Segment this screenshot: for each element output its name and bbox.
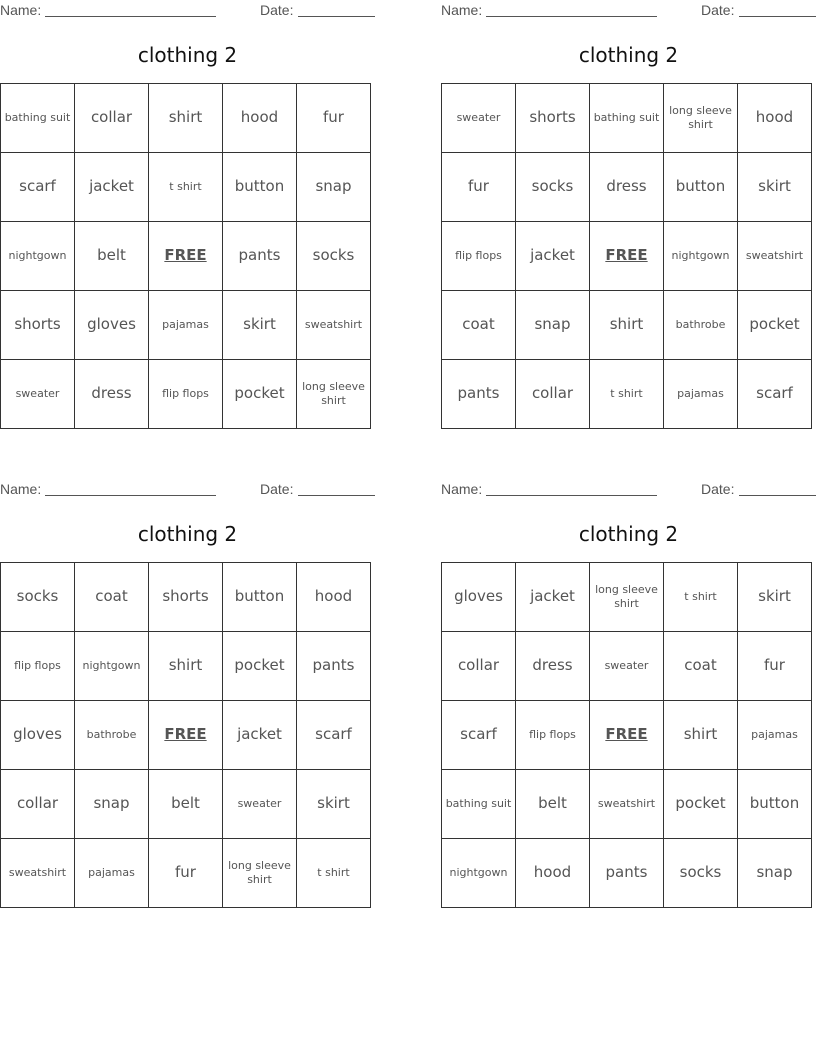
bingo-cell: pocket <box>664 770 738 839</box>
bingo-cell: collar <box>516 360 590 429</box>
bingo-cell: flip flops <box>1 632 75 701</box>
grid-row <box>1 360 371 429</box>
bingo-cell: scarf <box>1 153 75 222</box>
bingo-cell: flip flops <box>149 360 223 429</box>
date-line <box>739 16 816 17</box>
bingo-cell: bathing suit <box>1 84 75 153</box>
bingo-cell: collar <box>1 770 75 839</box>
grid-row <box>1 632 371 701</box>
bingo-cell: dress <box>590 153 664 222</box>
grid-row <box>442 632 812 701</box>
bingo-cell: pajamas <box>664 360 738 429</box>
date-line <box>739 495 816 496</box>
bingo-cell: scarf <box>442 701 516 770</box>
name-line <box>45 495 216 496</box>
card-title: clothing 2 <box>137 522 238 546</box>
grid-row <box>442 563 812 632</box>
bingo-cell: bathrobe <box>75 701 149 770</box>
date-line <box>298 16 375 17</box>
grid-row <box>1 563 371 632</box>
bingo-cell: socks <box>1 563 75 632</box>
bingo-cell: hood <box>223 84 297 153</box>
bingo-cell: shorts <box>516 84 590 153</box>
bingo-cell: gloves <box>1 701 75 770</box>
bingo-cell: sweatshirt <box>1 839 75 908</box>
bingo-cell: collar <box>75 84 149 153</box>
bingo-cell: sweatshirt <box>738 222 812 291</box>
bingo-cell: pants <box>297 632 371 701</box>
bingo-cell: sweatshirt <box>590 770 664 839</box>
bingo-cell: skirt <box>297 770 371 839</box>
bingo-cell: pajamas <box>149 291 223 360</box>
date-label: Date: <box>260 481 294 497</box>
bingo-cell: fur <box>149 839 223 908</box>
grid-row <box>442 84 812 153</box>
card-header <box>0 0 375 22</box>
bingo-cell: shirt <box>149 632 223 701</box>
bingo-card-3 <box>0 479 375 886</box>
bingo-cell: jacket <box>516 563 590 632</box>
bingo-cell: snap <box>738 839 812 908</box>
bingo-grid <box>441 562 812 908</box>
name-label: Name: <box>441 481 483 497</box>
grid-row <box>1 770 371 839</box>
date-line <box>298 495 375 496</box>
bingo-cell: snap <box>75 770 149 839</box>
bingo-cell: flip flops <box>516 701 590 770</box>
bingo-cell: sweater <box>590 632 664 701</box>
date-label: Date: <box>701 2 735 18</box>
free-space: FREE <box>590 222 664 291</box>
bingo-cell: hood <box>297 563 371 632</box>
bingo-cell: pocket <box>223 360 297 429</box>
free-space: FREE <box>590 701 664 770</box>
bingo-cell: bathing suit <box>590 84 664 153</box>
card-title: clothing 2 <box>137 43 238 67</box>
bingo-grid <box>441 83 812 429</box>
bingo-cell: button <box>664 153 738 222</box>
date-label: Date: <box>701 481 735 497</box>
bingo-cell: nightgown <box>1 222 75 291</box>
name-label: Name: <box>0 2 42 18</box>
bingo-cell: long sleeve shirt <box>664 84 738 153</box>
bingo-cell: jacket <box>516 222 590 291</box>
bingo-cell: shirt <box>590 291 664 360</box>
bingo-cell: dress <box>516 632 590 701</box>
bingo-grid <box>0 83 371 429</box>
card-title: clothing 2 <box>578 522 679 546</box>
bingo-cell: jacket <box>223 701 297 770</box>
grid-row <box>442 770 812 839</box>
bingo-cell: snap <box>297 153 371 222</box>
free-space: FREE <box>149 222 223 291</box>
grid-row <box>442 839 812 908</box>
bingo-cell: coat <box>75 563 149 632</box>
bingo-cell: fur <box>738 632 812 701</box>
bingo-cell: hood <box>516 839 590 908</box>
name-label: Name: <box>441 2 483 18</box>
bingo-cell: shirt <box>149 84 223 153</box>
bingo-cell: skirt <box>738 563 812 632</box>
bingo-cell: socks <box>297 222 371 291</box>
bingo-cell: belt <box>75 222 149 291</box>
bingo-card-1 <box>0 0 375 407</box>
bingo-cell: scarf <box>297 701 371 770</box>
card-title: clothing 2 <box>578 43 679 67</box>
bingo-cell: pajamas <box>75 839 149 908</box>
bingo-cell: nightgown <box>442 839 516 908</box>
bingo-cell: long sleeve shirt <box>223 839 297 908</box>
bingo-cell: sweater <box>442 84 516 153</box>
bingo-cell: socks <box>664 839 738 908</box>
bingo-cell: nightgown <box>75 632 149 701</box>
free-space: FREE <box>149 701 223 770</box>
card-header <box>441 479 816 501</box>
name-label: Name: <box>0 481 42 497</box>
bingo-cell: fur <box>442 153 516 222</box>
grid-row <box>1 839 371 908</box>
bingo-cell: coat <box>664 632 738 701</box>
bingo-cell: socks <box>516 153 590 222</box>
bingo-cell: dress <box>75 360 149 429</box>
grid-row <box>1 701 371 770</box>
bingo-cell: shirt <box>664 701 738 770</box>
bingo-cell: skirt <box>223 291 297 360</box>
grid-row <box>1 84 371 153</box>
bingo-cell: shorts <box>1 291 75 360</box>
bingo-cell: sweater <box>1 360 75 429</box>
bingo-cell: nightgown <box>664 222 738 291</box>
bingo-card-2 <box>441 0 816 403</box>
grid-row <box>1 291 371 360</box>
bingo-cell: pocket <box>223 632 297 701</box>
card-header <box>0 479 375 501</box>
bingo-cell: gloves <box>442 563 516 632</box>
bingo-cell: pants <box>442 360 516 429</box>
grid-row <box>442 360 812 429</box>
bingo-cell: sweatshirt <box>297 291 371 360</box>
bingo-cell: jacket <box>75 153 149 222</box>
bingo-cell: t shirt <box>664 563 738 632</box>
name-line <box>486 16 657 17</box>
grid-row <box>442 291 812 360</box>
bingo-cell: button <box>738 770 812 839</box>
bingo-cell: hood <box>738 84 812 153</box>
bingo-cell: bathing suit <box>442 770 516 839</box>
bingo-cell: fur <box>297 84 371 153</box>
name-line <box>486 495 657 496</box>
card-header <box>441 0 816 22</box>
bingo-cell: long sleeve shirt <box>590 563 664 632</box>
bingo-cell: pants <box>223 222 297 291</box>
bingo-cell: pajamas <box>738 701 812 770</box>
name-line <box>45 16 216 17</box>
bingo-cell: gloves <box>75 291 149 360</box>
grid-row <box>442 701 812 770</box>
bingo-cell: snap <box>516 291 590 360</box>
bingo-cell: belt <box>516 770 590 839</box>
bingo-card-4 <box>441 479 816 882</box>
bingo-cell: button <box>223 153 297 222</box>
bingo-cell: button <box>223 563 297 632</box>
bingo-cell: sweater <box>223 770 297 839</box>
bingo-cell: t shirt <box>297 839 371 908</box>
bingo-cell: belt <box>149 770 223 839</box>
grid-row <box>442 153 812 222</box>
grid-row <box>1 222 371 291</box>
bingo-cell: pants <box>590 839 664 908</box>
bingo-cell: shorts <box>149 563 223 632</box>
bingo-cell: flip flops <box>442 222 516 291</box>
bingo-cell: coat <box>442 291 516 360</box>
bingo-cell: skirt <box>738 153 812 222</box>
grid-row <box>442 222 812 291</box>
bingo-cell: t shirt <box>590 360 664 429</box>
bingo-cell: bathrobe <box>664 291 738 360</box>
bingo-cell: t shirt <box>149 153 223 222</box>
date-label: Date: <box>260 2 294 18</box>
bingo-cell: pocket <box>738 291 812 360</box>
bingo-cell: scarf <box>738 360 812 429</box>
grid-row <box>1 153 371 222</box>
bingo-cell: collar <box>442 632 516 701</box>
bingo-cell: long sleeve shirt <box>297 360 371 429</box>
bingo-grid <box>0 562 371 908</box>
